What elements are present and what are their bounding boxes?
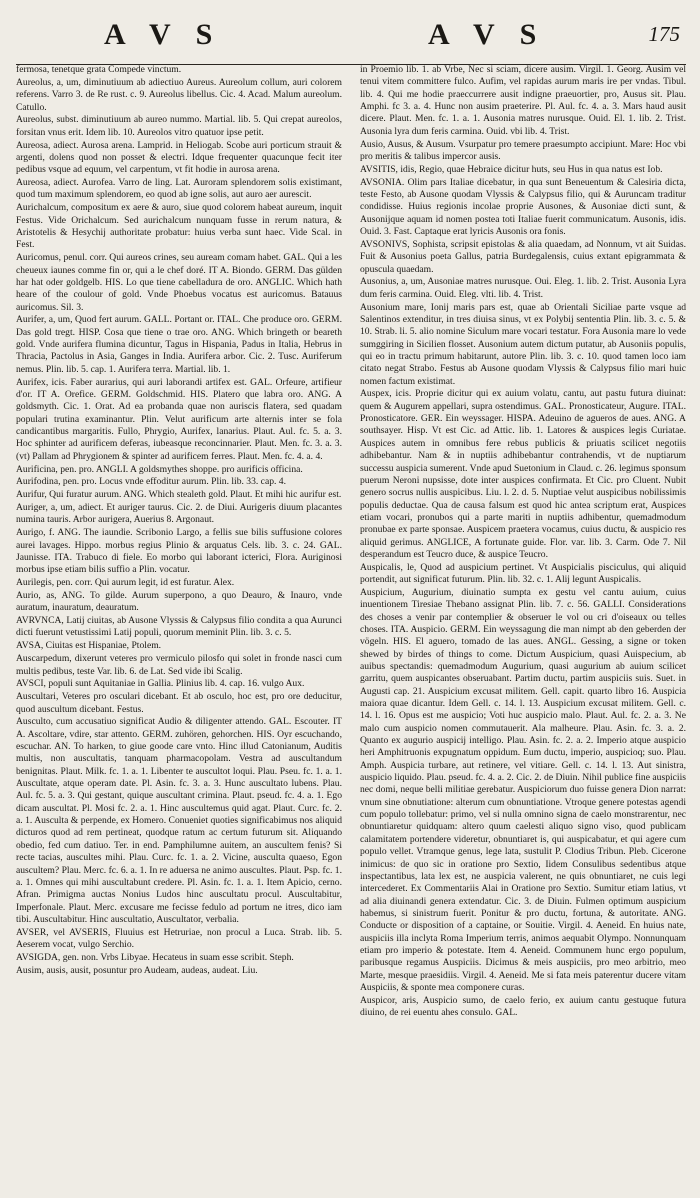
dictionary-entry: Aurificina, pen. pro. ANGLI. A goldsmythes shoppe. pro aurificis officina. [16,463,303,475]
dictionary-entry: Aurifer, a, um, Quod fert aurum. GALL. Portant or. ITAL. Che produce oro. GERM. Das gold tregt. HISP. Cosa que tiene o trae oro. ANG. Which bringeth or beareth gold. Vnde aurifera flumina dicuntur, Tagus in Hispania, Padus in Italia, Hebrus in Thracia, Pactolus in Asia, Ganges in India. Aurifera arbor. Cic. 2. Tusc. Auriferum nemus. Plin. lib. 5. cap. 1. Aurifera terra. Martial. lib. 1. [16,314,342,375]
dictionary-entry: Aurio, as, ANG. To gilde. Aurum superpono, a quo Deauro, & Inauro, vnde auratum, inauratum, deauratum. [16,589,342,614]
dictionary-entry: AVSONIA. Olim pars Italiae dicebatur, in qua sunt Beneuentum & Calesiria dicta, teste Festo, ab Ausone quodam Vlyssis & Calypsus filio, qui & Auruncam traditur condidisse. Huius regionis incolae proprie Ausones, & Ausoniae dicti sunt, & Ausonijque aquam id nomen postea toti Italiae fuerit communicatum. Ausonis, idis. Ouid. 3. Fast. Captaque erat lyricis Ausonis ora fonis. [360,176,686,237]
dictionary-entry: Aureolus, a, um, diminutiuum ab adiectiuo Aureus. Aureolum collum, auri colorem referens. Varro 3. de Re rust. c. 9. Aureolus libellus. Cic. 4. Acad. Malum aureolum. Catullo. [16,76,342,113]
text-columns [16,64,686,1188]
dictionary-entry: AVRVNCA, Latij ciuitas, ab Ausone Vlyssis & Calypsus filio condita a qua Aurunci dicti fuerunt vetustissimi Latij populi, quorum meminit Plin. lib. 3. c. 5. [16,615,342,639]
dictionary-entry: Auspicor, aris, Auspicio sumo, de caelo ferio, ex auium cantu gestuque futura diuino, de rei euentu ahes consulo. GAL. [360,994,686,1019]
dictionary-entry: Ausonius, a, um, Ausoniae matres nurusque. Oui. Eleg. 1. lib. 2. Trist. Ausonia Lyra dum feris carmina. Ouid. Eleg. vlti. lib. 4. Trist. [360,276,686,300]
dictionary-entry: Aurichalcum, compositum ex aere & auro, siue quod colorem habeat aureum, inquit Festus. Vide Orichalcum. Sed aurichalcum nunquam fusse in rerum natura, & Aristotelis & Hesychij authoritate probatur: huius verba sunt haec. Vide Scal. in Fest. [16,202,342,251]
dictionary-entry: Aurifex, icis. Faber aurarius, qui auri laborandi artifex est. GAL. Orfeure, artifieur d'or. IT A. Orefice. GERM. Goldschmid. HIS. Platero que labra oro. ANG. A goldsmyth. Cic. 1. Orat. Ad ea probanda quae non auriscis flatera, sed quadam populari trutina examinantur. Plin. Velut aurificum arte alternis inter se fola candicantibus margaritis. Fullo, Phrygio, Aurifex, lanarius. Plaut. Aul. fc. 5. a. 3. Hoc sphinter ad aurificem deferas, iubeasque reconcinnarier. Plaut. Men. fc. 3. a. 3. (vt) Pallam ad Phrygionem & spinter ad aurificem ferres. Plaut. Men. fc. 4. a. 4. [16,376,342,462]
dictionary-entry: AVSCI, populi sunt Aquitaniae in Gallia. Plinius lib. 4. cap. 16. vulgo Aux. [16,678,305,690]
dictionary-entry: Auspicalis, le, Quod ad auspicium pertinet. Vt Auspicialis pisciculus, qui aliquid portendit, aut significat futurum. Plin. lib. 32. c. 1. Alij legunt Auspicalis. [360,561,686,586]
dictionary-entry: AVSIGDA, gen. non. Vrbs Libyae. Hecateus in suam esse scribit. Steph. [16,951,294,963]
dictionary-entry: Ausonium mare, Ionij maris pars est, quae ab Orientali Siciliae parte vsque ad Salentinos extenditur, in tres diuisa sinus, vt ex Polybij sententia Plin. lib. 3. c. 5. & 10. Strab. li. 5. alio nomine Siculum mare vocari testatur. Fora Ausonia mare lo vede sumggiring in Sicilien flosset. Ausonium autem dictum putatur, ab Ausoniis populis, qui eo in tractu primum habitarunt, autore Plin. lib. 3. c. 10. quod tamen loco iam citato negat Strabo. Festus ab Ausone quodam Vlyssis & Calypsus filio mari huic nomen factum existimat. [360,301,686,387]
dictionary-entry: in Proemio lib. 1. ab Vrbe, Nec si sciam, dicere ausim. Virgil. 1. Georg. Ausim vel tenui vitem committere fulco. Aufim, vel rapidas aurum maris ire per vndas. Tibul. lib. 4. Qui me hodie praeccurrere ausit indigne praeuortier, pro, Ausus sit. Plau. Amphi. fc 3. a. 4. Hunc non ausim praeterire. Pl. Aul. fc. 4. a. 3. Mars haud ausit dicere. Plaut. Men. fc. 1. a. 1. Ausonia matres nurusque. Ouid. El. 1. lib. 2. Trist. Ausonia lyra dum feris carmina. Ouid. vbi lib. 4. Trist. [360,64,686,137]
page-number: 175 [648,22,680,46]
dictionary-entry: Aurifur, Qui furatur aurum. ANG. Which stealeth gold. Plaut. Et mihi hic aurifur est. [16,489,342,501]
running-head-right: A V S [428,18,546,51]
dictionary-entry: AVSA, Ciuitas est Hispaniae, Ptolem. [16,640,162,652]
running-head-left: A V S [104,18,222,51]
dictionary-entry: Aureosa, adiect. Aurosa arena. Lamprid. in Heliogab. Scobe auri porticum strauit & argenti, dolens quod non posset & electri. Idque frequenter quacunque fecit iter pedibus vsque ad equum, vel carpentum, vt fit hodie in aurosa arena. [16,139,342,176]
right-column [360,64,686,1188]
dictionary-entry: Auscarpedum, dixerunt veteres pro vermiculo pilosfo qui solet in fronde nasci cum multis pedibus, teste Var. lib. 6. de Lat. Sed vide ibi Scalig. [16,653,342,677]
dictionary-entry: Aurigo, f. ANG. The iaundie. Scribonio Largo, a fellis sue bilis suffusione colores aurei lavages. Hippo. morbus regius Plinio & arquatus Cels. lib. 3. c. 24. GAL. Jaunisse. ITA. Trabuco di fiele. Eo morbo qui laborant icterici, Flora. Auriginosi morbus ipse etiam bilis suffio a Plin. vocatur. [16,527,342,576]
dictionary-entry: Auspex, icis. Proprie dicitur qui ex auium volatu, cantu, aut pastu futura diuinat: quem & Augurem appellari, supra ostendimus. GAL. Pronosticateur, Augure. ITAL. Pronosticatore. GER. Ein weyssager. HISPA. Adeuino de agueros de aues. ANG. A southsayer. Hisp. Vt est Cic. ad Attic. lib. 1. Latores & auspices legis Curiatae. Auspices autem in omnibus fere rebus publicis & priuatis scilicet negotiis adhibebantur. Nam & in nuptiis adhibebantur contrahendis, vt de nuptiarum successu auspicia sumerent. Vnde apud Suetonium in Claud. c. 26. legimus sponsum puerum Neroni nupsisse, dote inter auspices confirmata. Et Cic. pro Cluent. Nubit genero socrus nullis auspicibus. Liu. l. 2. d. 5. Nuptiae velut auspicibus nobilissimis populis deductae. Qua de causa falsum est quod hic antea scriptum erat, Auspices etiam vocari, pronubos qui a parte mariti in nuptiis adhibentur, quemadmodum pronubae ex parte sponsae. Auspicem praetera vocamus, cuius ductu, & auspicio res aliquid gerimus. ANGLICE, A fortunate guide. Flor. var. lib. 3. Carm. Ode 7. Nil desperandum est Teucro duce, & auspice Teucro. [360,388,686,560]
dictionary-entry: Aureosa, adiect. Aurofea. Varro de ling. Lat. Auroram splendorem solis existimant, quod tum maximum splendorem, eo quod ab igne solis, aut auro aer aurescit. [16,177,342,201]
dictionary-entry: Ausim, ausis, ausit, posuntur pro Audeam, audeas, audeat. Liu. [16,964,258,976]
dictionary-entry: Ausio, Ausus, & Ausum. Vsurpatur pro temere praesumpto accipiunt. Mare: Hoc vbi pro meritis & talibus impercor ausis. [360,138,686,162]
dictionary-entry: Aurifodina, pen. pro. Locus vnde effoditur aurum. Plin. lib. 33. cap. 4. [16,476,286,488]
dictionary-entry: Aurilegis, pen. corr. Qui aurum legit, id est furatur. Alex. [16,577,235,589]
dictionary-entry: fermosa, tenetque grata Compede vinctum. [16,64,182,75]
dictionary-entry: Aureolus, subst. diminutiuum ab aureo nummo. Martial. lib. 5. Qui crepat aureolos, forsitan vnus erit. Idem lib. 10. Aureolos vitro quatuor ipse petit. [16,114,342,138]
dictionary-entry: Auricomus, penul. corr. Qui aureos crines, seu auream comam habet. GAL. Qui a les cheueux iaunes comme fin or, qui a le chef doré. IT A. Biondo. GERM. Das gülden har hat oder goldgelb. HIS. Lo que tiene cabelladura de oro. ANGLIC. Which hath heare of the coulour of gold. Vnde Phoebus vocatus est auricomus. Batauus auricomus. Sil. 3. [16,252,342,313]
dictionary-entry: Auscultari, Veteres pro osculari dicebant. Et ab osculo, hoc est, pro ore deducitur, quod auscultum dicebant. Festus. [16,691,342,715]
dictionary-entry: AVSITIS, idis, Regio, quae Hebraice dicitur huts, seu Hus in qua natus est Iob. [360,163,663,175]
dictionary-entry: AVSONIVS, Sophista, scripsit epistolas & alia quaedam, ad Nonnum, vt ait Suidas. Fuit & Ausonius poeta Gallus, patria Burdegalensis, cuius extant epigrammata & opuscula quaedam. [360,238,686,275]
dictionary-entry: AVSER, vel AVSERIS, Fluuius est Hetruriae, non procul a Luca. Strab. lib. 5. Aeserem vocat, vulgo Serchio. [16,926,342,951]
dictionary-entry: Auspicium, Augurium, diuinatio sumpta ex gestu vel cantu auium, cuius inuentionem Tiresiae Thebano assignat Plin. lib. 7. c. 56. GALLI. Considerations des choses a venir par contemplier & obseruer le vol ou cri d'oiseaux ou telles choses. ITA. Auspicio. GERM. Ein weyssagung die man nimpt ab den geberden der vögeln. HIS. El aguero, tomado de las aues. ANGL. Gessing, a signe or token shewed by birdes of things to come. Dictum Auspicium, quasi Auispecium, ab auibus spectandis: quemadmodum Augurium, quasi augurium ab auium scilicet garritu, quem auspicantes obseruabant. Partim ductu, partim auspiciis suis. Suet. in Augusti cap. 21. Auspicium excusat militem. Gell. capit. quarto libro 16. Auspicia maiora quae dicantur. Idem Gell. c. 14. l. 13. Auspicium excusat militem. Gell. c. 14. l. 16. Opus est me auspicio; Voti huc auspicio malo. Plaut. Aul. fc. 2. a. 3. Ne malo cum auspicio nomen commutauerit. Ala malheure. Plau. Asin. fc. 3. a. 2. Quanto ex augurio auspicij intelligo. Plau. Asin. fc. 2. a. 2. Imperio atque auspicio heri Amphitruonis expugnatum oppidum. Eum ductu, imperio, auspicioq; suo. Plau. Amph. Auspicia turbare, aut retinere, vel vitiare. Gell. c. 14. l. 13. Aut sinistra, auspicio liquido. Plau. pseud. fc. 4. a. 2. Cic. 2. de Diuin. Nihil publice fine auspiciis nec domi, neque belli militiae gerebatur. Auspiciorum duo fuisse genera Dion narrat: vnum sine obnutiatione: alterum cum obnuntiatione. Vtroque genere potestas agendi cum populo tollebatur: primo, vel si nulla omnino signa de caelo monstrarentur, nec obnuntiaretur quidquam: altero quum caelesti aliquo signo viso, quod publicam calamitatem portendere videretur, obnuntiaret is, qui auspicabatur, et qui agere cum populo vellet. Vtramque genus, lege lata, sustulit P. Clodius Tribun. Pleb. Cicerone inimicus: de quo sic in oratione pro Sextio, Iidem Consulibus sedentibus atque inspectantibus, lata lex est, ne auspicia valerent, ne quis obnuntiaret, ne cuis legi intercederet. Ex Commentariis Alai in Oratione pro Sextio. Sumitur etiam latius, vt ad alia diuinandi genera extendatur. Cic. 3. de Diuin. Fulmen optimum auspicium habemus, si sinistrum fuerit. Ponitur & pro ductu, fortuna, & autoritate. ANG. Conducte or disposition of a captaine, or Souitie. Virgil. 4. Aeneid. En huius nate, auspiciis illa inclyta Roma Imperium terris, animos aequabit Olympo. Nonnunquam etiam pro imperio & potestate. Item 4. Aeneid. Communem hunc ergo populum, paribusque regamus Auspiciis. Dicimus & meis auspiciis, pro meo arbitrio, meo Marte, mesque praesidiis. Virgil. 4. Aeneid. Me si fata meis paterentur ducere vitam Auspiciis, & sponte mea componere curas. [360,586,686,993]
page-header [16,8,686,65]
dictionary-entry: Ausculto, cum accusatiuo significat Audio & diligenter attendo. GAL. Escouter. IT A. Ascoltare, vdire, star attento. GERM. zuhören, gehorchen. HIS. Oyr escuchando, escuchar. AN. To harken, to giue goode care vnto. Hinc illud Catonianum, Auditis multis, non auscultatis, tanquam pharmacopolam. Vestra ad auscultandum benignitas. Plaut. Milk. fc. 1. a. 1. Libenter te auscultot loqui. Plau. Pseu. fc. 1. a. 1. Auscultate, atque operam date. Pl. Asin. fc. 3. a. 3. Hunc auscultato lubens. Plau. Aul. fc. 5. a. 3. Qui gestant, quique auscultant crimina. Plaut. pseud. fc. 4. a. 1. Ego dicam auscultat. Pl. Mosi fc. 2. a. 1. Hinc auscultemus quid agat. Plaut. Curc. fc. 2. a. 1. Ausculta & perpende, ex Homero. Conueniet quoties significabimus nos aliquid dicturos quod ad rem pertineat, quodque ratum ac certum futurum sit. Aliquando obedio, fed cum datiuo. Ter. in end. Pamphilumne auitem, an auscultem fenis? Si recte tacias, auscultes mihi. Plau. Curc. fc. 1. a. 2. Vicine, ausculta quaeso, Egon auscultem? Plau. Merc. fc. 6. a. 1. In re aduersa ne animo auscultes. Plaut. Psp. fc. 1. a. 1. Omnes qui mihi auscultabunt credere. Pl. Asin. fc. 1. a. 1. Item Apicio, cerno. Afran. Primigma auctas Nonius Ludos hinc auscultatu procul. Auscultabitur, Imperfonale. Plaut. Merc. excusare me fecisse fedulo ad portum ne itres, dico iam tibi. Auscultabitur. Hinc auscultatio, Auscultator, verbalia. [16,716,342,925]
left-column [16,64,342,1188]
dictionary-entry: Auriger, a, um, adiect. Et auriger taurus. Cic. 2. de Diui. Aurigeris diuum placantes numina tauris. Arbor aurigera, Auerius 8. Argonaut. [16,502,342,526]
